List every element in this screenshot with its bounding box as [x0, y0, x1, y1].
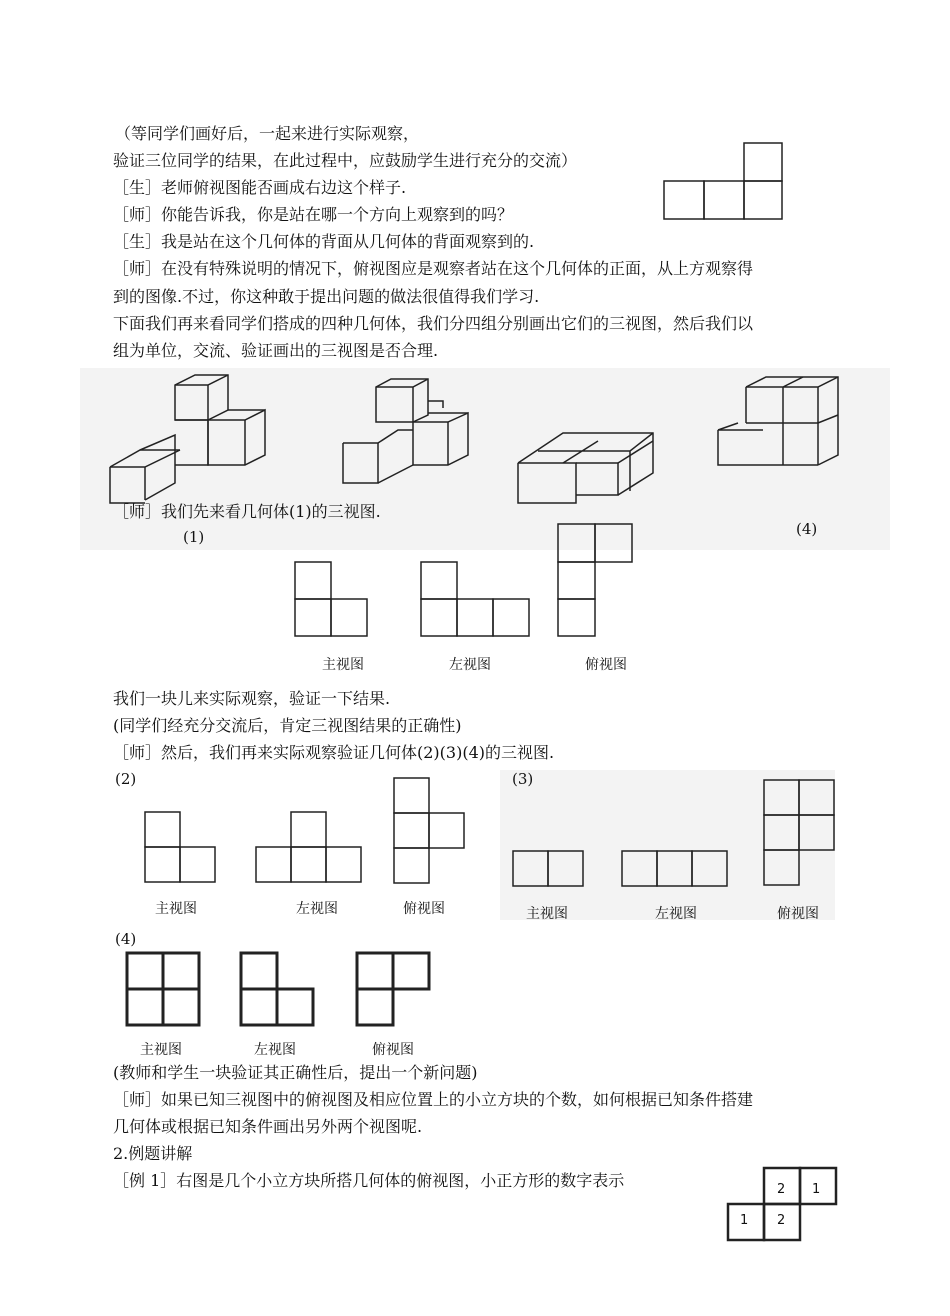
solid-3-figure — [518, 423, 658, 503]
example-top-view-grid — [728, 1168, 838, 1242]
text-line-8: 下面我们再来看同学们搭成的四种几何体，我们分四组分别画出它们的三视图，然后我们以 — [113, 314, 754, 333]
text-line-7: 到的图像.不过，你这种敢于提出问题的做法很值得我们学习. — [113, 287, 540, 306]
text-line-9: 组为单位，交流、验证画出的三视图是否合理. — [113, 341, 439, 360]
text-line-16: 几何体或根据已知条件画出另外两个视图呢. — [113, 1117, 423, 1136]
solid-1-left-view — [421, 562, 533, 638]
solid-3-left-caption: 左视图 — [655, 906, 697, 922]
text-line-12: (同学们经充分交流后，肯定三视图结果的正确性) — [113, 716, 462, 735]
solid-4-top-view — [357, 953, 433, 1027]
solid-4-left-caption: 左视图 — [254, 1042, 296, 1058]
text-line-3: ［生］老师俯视图能否画成右边这个样子. — [113, 178, 407, 197]
solid-3-left-view — [622, 851, 730, 889]
example-cell-r2c2: 2 — [777, 1213, 786, 1228]
text-line-5: ［生］我是站在这个几何体的背面从几何体的背面观察到的. — [113, 232, 535, 251]
text-line-1: （等同学们画好后，一起来进行实际观察， — [115, 124, 420, 143]
solid-1-front-view — [295, 562, 375, 638]
text-line-2: 验证三位同学的结果，在此过程中，应鼓励学生进行充分的交流） — [113, 151, 578, 170]
text-line-17: 2.例题讲解 — [113, 1144, 193, 1163]
group-3-label: (3) — [512, 770, 534, 788]
solid-2-front-view — [145, 812, 217, 884]
solid-4-front-view — [127, 953, 201, 1027]
text-line-15: ［师］如果已知三视图中的俯视图及相应位置上的小立方块的个数，如何根据已知条件搭建 — [113, 1090, 754, 1109]
solid-3-top-view — [764, 780, 836, 888]
solid-1-front-caption: 主视图 — [322, 657, 364, 673]
solid-3-front-view — [513, 851, 585, 889]
group-4-label: (4) — [115, 930, 137, 948]
solid-2-front-caption: 主视图 — [155, 901, 197, 917]
example-cell-r1c3: 1 — [812, 1182, 821, 1197]
solid-2-left-caption: 左视图 — [296, 901, 338, 917]
solid-4-left-view — [241, 953, 317, 1027]
text-line-13: ［师］然后，我们再来实际观察验证几何体(2)(3)(4)的三视图. — [113, 743, 555, 762]
text-line-11: 我们一块儿来实际观察，验证一下结果. — [113, 689, 391, 708]
example-cell-r1c2: 2 — [777, 1182, 786, 1197]
solid-3-top-caption: 俯视图 — [777, 906, 819, 922]
text-line-18: ［例 1］右图是几个小立方块所搭几何体的俯视图，小正方形的数字表示 — [113, 1171, 625, 1190]
text-line-10: ［师］我们先来看几何体(1)的三视图. — [113, 502, 381, 521]
solid-1-top-caption: 俯视图 — [585, 657, 627, 673]
solid-2-top-caption: 俯视图 — [403, 901, 445, 917]
solid-1-figure — [110, 375, 280, 510]
group-2-label: (2) — [115, 770, 137, 788]
solid-2-figure — [343, 375, 473, 487]
solid-2-top-view — [394, 778, 466, 884]
solid-1-left-caption: 左视图 — [449, 657, 491, 673]
solid-1-top-view — [558, 524, 634, 638]
solid-1-label: (1) — [183, 528, 205, 546]
solid-4-top-caption: 俯视图 — [372, 1042, 414, 1058]
solid-3-front-caption: 主视图 — [526, 906, 568, 922]
example-cell-r2c1: 1 — [740, 1213, 749, 1228]
text-line-6: ［师］在没有特殊说明的情况下，俯视图应是观察者站在这个几何体的正面，从上方观察得 — [113, 259, 754, 278]
solid-4-figure — [718, 375, 843, 485]
text-line-4: ［师］你能告诉我，你是站在哪一个方向上观察到的吗？ — [113, 205, 514, 224]
alt-top-view-figure — [664, 143, 784, 223]
solid-2-left-view — [256, 812, 362, 884]
solid-4-label: (4) — [796, 520, 818, 538]
solid-4-front-caption: 主视图 — [140, 1042, 182, 1058]
text-line-14: (教师和学生一块验证其正确性后，提出一个新问题) — [113, 1063, 478, 1082]
